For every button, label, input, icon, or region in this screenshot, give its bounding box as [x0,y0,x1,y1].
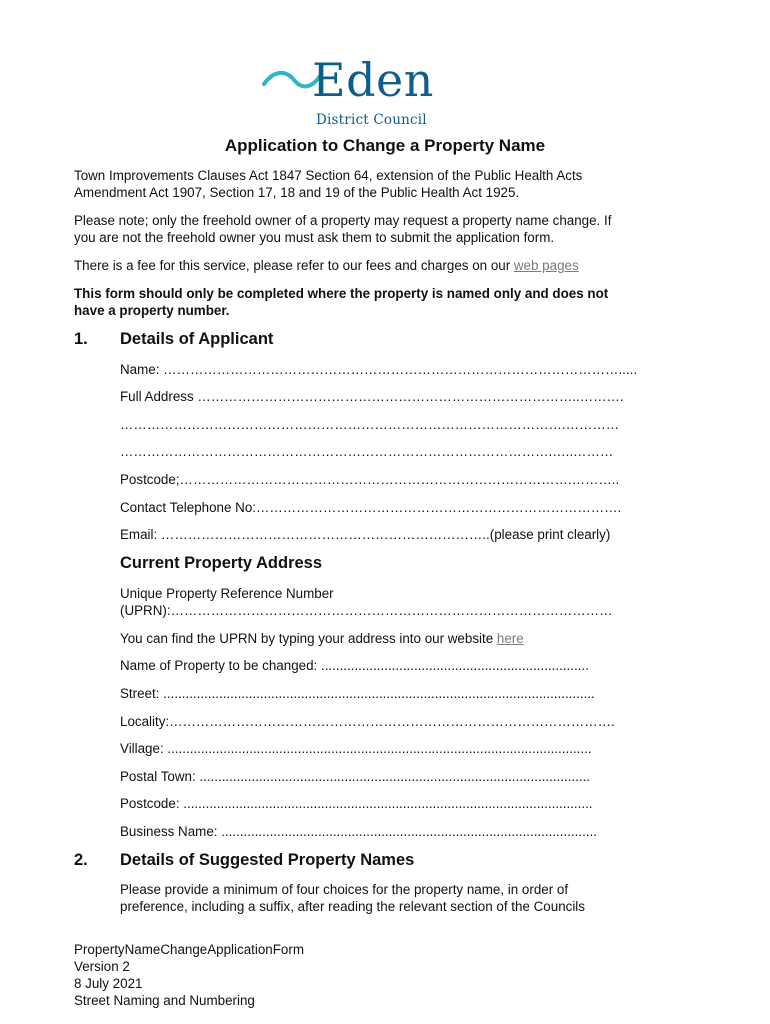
email-field[interactable]: Email: ………………………………………………………………..(please print clearly) [120,527,611,542]
fee-text: There is a fee for this service, please refer to our fees and charges on our [74,258,514,273]
name-field[interactable]: Name: …………………………………………………………………………………………..... [120,362,638,377]
section-1-number: 1. [74,330,88,348]
property-postcode-field[interactable]: Postcode: .............................................................................................................. [120,796,593,811]
postcode-field[interactable]: Postcode;…………………………………………………………………………….……….. [120,472,620,487]
council-logo [262,54,452,132]
footer-date: 8 July 2021 [74,976,143,991]
business-name-field[interactable]: Business Name: ..................................................................................................... [120,824,597,839]
locality-field[interactable]: Locality:………………………………………………………………………………………. [120,714,615,729]
act-line-2: Amendment Act 1907, Section 17, 18 and 19 of the Public Health Act 1925. [74,185,520,200]
bold-note-line-2: have a property number. [74,303,230,318]
uprn-field[interactable]: (UPRN):……………………………………………………………………………………… [120,603,613,618]
footer-department: Street Naming and Numbering [74,993,255,1008]
uprn-label: Unique Property Reference Number [120,586,334,601]
section-2-line-1: Please provide a minimum of four choices for the property name, in order of [120,882,569,897]
section-1-title: Details of Applicant [120,330,274,348]
postal-town-field[interactable]: Postal Town: ......................................................................................................... [120,769,591,784]
page-title: Application to Change a Property Name [224,136,546,155]
telephone-field[interactable]: Contact Telephone No:………………………………………………………………………. [120,500,622,515]
uprn-help [120,630,690,647]
fee-paragraph [74,257,704,274]
address-field[interactable]: Full Address …………………………………………………………………………..………. [120,389,624,404]
logo-brand: Eden [312,53,434,107]
note-line-2: you are not the freehold owner you must ask them to submit the application form. [74,230,555,245]
footer-version: Version 2 [74,959,130,974]
logo-subtitle: District Council [316,112,427,128]
bold-note [74,285,704,319]
bold-note-line-1: This form should only be completed where the property is named only and does not [74,286,609,301]
uprn-help-text: You can find the UPRN by typing your address into our website [120,631,497,646]
address-line-3-field[interactable]: …………………………………………………………………………………….…..……… [120,444,614,459]
note-line-1: Please note; only the freehold owner of a property may request a property name change. If [74,213,612,228]
address-line-2-field[interactable]: ……………………………………………………………………………………….………… [120,417,620,432]
street-field[interactable]: Street: .................................................................................................................... [120,686,595,701]
village-field[interactable]: Village: .................................................................................................................. [120,741,592,756]
section-2-title: Details of Suggested Property Names [120,851,415,869]
note-paragraph [74,212,704,246]
document-footer [74,941,304,1009]
here-link[interactable]: here [496,631,524,646]
current-address-title: Current Property Address [120,554,323,572]
section-2-line-2: preference, including a suffix, after reading the relevant section of the Councils [120,899,585,914]
property-name-field[interactable]: Name of Property to be changed: ........................................................................ [120,658,589,673]
footer-form-name: PropertyNameChangeApplicationForm [74,942,304,957]
web-pages-link[interactable]: web pages [513,258,579,273]
section-2-number: 2. [74,851,88,869]
act-paragraph [74,167,704,201]
act-line-1: Town Improvements Clauses Act 1847 Section 64, extension of the Public Health Acts [74,168,583,183]
